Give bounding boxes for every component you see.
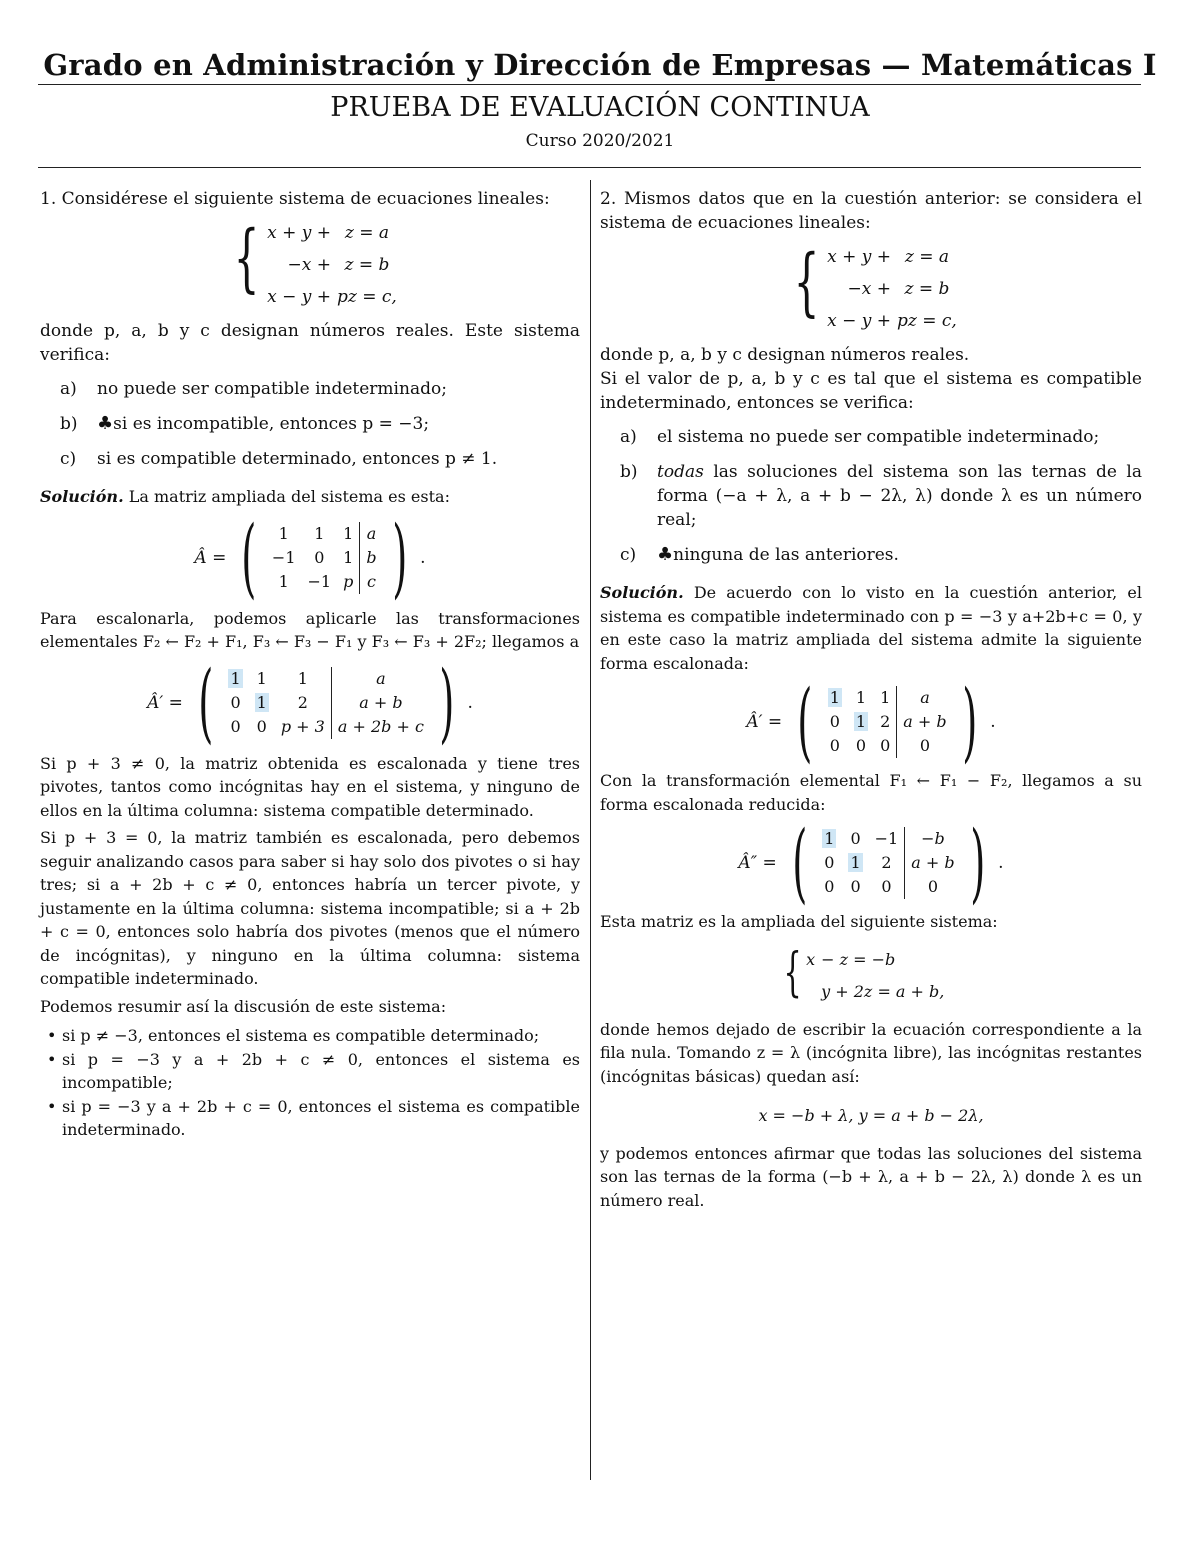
matrix-cell: 1 xyxy=(278,571,289,591)
matrix-cell: 2 xyxy=(297,692,308,712)
option-label: c) xyxy=(60,449,77,469)
matrix-cell: p + 3 xyxy=(280,716,325,736)
q1-transform-text: Para escalonarla, podemos aplicarle las transformaciones elementales F₂ ← F₂ + F₁, F₃ ← F₃ − F₁ y F₃ ← F₃ + 2F₂; llegamos a xyxy=(40,608,580,651)
q1-solution-intro xyxy=(40,485,580,509)
matrix-cell: 1 xyxy=(256,668,267,688)
q1-system-table xyxy=(264,217,400,313)
eq-lhs: x − y + xyxy=(827,311,891,331)
brace: { xyxy=(783,942,802,1003)
q2-reduced-system xyxy=(776,944,1142,1008)
eq-lhs: −x + xyxy=(847,279,891,299)
pivot-highlight: 1 xyxy=(824,829,835,848)
matrix-cell xyxy=(249,691,275,715)
matrix-cell: 1 xyxy=(278,523,289,543)
q1-matrix-a-prime: Â′ = ( 1 1 1 a 0 1 2 a + b 0 0 p + 3 a + 2b + c ) . xyxy=(147,652,473,753)
matrix-cell: −1 xyxy=(874,829,899,848)
matrix-table xyxy=(816,827,960,899)
pivot-highlight: 1 xyxy=(230,668,241,688)
eq-rhs: pz = c, xyxy=(337,287,397,307)
matrix-name: Â″ = xyxy=(738,853,777,873)
matrix-cell: a + b xyxy=(905,851,961,875)
paren-right: ) xyxy=(969,813,985,913)
q1-matrix-a: Â = ( 1 1 1 a −1 0 1 b 1 −1 p c ) . xyxy=(194,507,426,608)
matrix-cell: 0 xyxy=(880,736,891,755)
matrix-cell: −1 xyxy=(307,571,332,591)
q2-system-table xyxy=(824,241,960,337)
list-item xyxy=(40,1024,580,1048)
matrix-cell: a + 2b + c xyxy=(331,715,430,739)
q2-paragraph-1: Esta matriz es la ampliada del siguiente sistema: xyxy=(600,912,998,931)
paren-right: ) xyxy=(439,652,455,753)
matrix-cell: 0 xyxy=(881,877,892,896)
option-label: a) xyxy=(60,379,77,399)
question-1 xyxy=(40,187,580,1142)
option-emphasis: todas xyxy=(657,462,704,482)
pivot-highlight: 1 xyxy=(256,692,267,712)
option-text: si es compatible determinado, entonces p ≠ 1. xyxy=(97,449,498,469)
matrix-name: Â′ = xyxy=(147,692,183,713)
matrix-cell: 2 xyxy=(881,853,892,872)
eq-lhs: x + y + xyxy=(827,247,891,267)
option-label: b) xyxy=(620,462,638,482)
list-item-text: si p = −3 y a + 2b + c = 0, entonces el sistema es compatible indeterminado. xyxy=(62,1096,580,1139)
matrix-cell: p xyxy=(343,571,354,591)
eq-rhs: y + 2z = a + b, xyxy=(821,981,945,1001)
matrix-cell xyxy=(816,827,842,851)
matrix-table xyxy=(822,686,953,758)
course-year: Curso 2020/2021 xyxy=(525,131,675,151)
matrix-cell xyxy=(222,667,248,691)
matrix-cell xyxy=(848,710,874,734)
solution-intro-text: De acuerdo con lo visto en la cuestión anterior, el sistema es compatible indeterminado con p = −3 y a+2b+c = 0, y en este caso la matriz ampliada del sistema admite la siguiente forma escalonada: xyxy=(600,583,1142,673)
matrix-cell: 0 xyxy=(905,875,961,899)
matrix-cell: c xyxy=(360,570,383,594)
matrix-cell: 0 xyxy=(824,877,835,896)
matrix-table xyxy=(266,522,383,594)
matrix-cell: 0 xyxy=(829,736,840,755)
pivot-highlight: 1 xyxy=(829,688,840,707)
option-label: b) xyxy=(60,414,78,434)
q1-system xyxy=(223,217,580,313)
option-text: las soluciones del sistema son las ternas de la forma (−a + λ, a + b − 2λ, λ) donde λ es un número real; xyxy=(657,462,1142,530)
q2-paragraph-2: donde hemos dejado de escribir la ecuación correspondiente a la fila nula. Tomando z = λ (incógnita libre), las incógnitas restantes (incógnitas básicas) quedan así: xyxy=(600,1019,1142,1086)
q2-reduced-system-table xyxy=(803,944,947,1008)
column-divider xyxy=(590,180,591,1480)
matrix-cell: a + b xyxy=(897,710,953,734)
matrix-cell: 0 xyxy=(850,877,861,896)
document-header-title: Grado en Administración y Dirección de Empresas — Matemáticas I xyxy=(43,48,1157,82)
solution-intro-text: La matriz ampliada del sistema es esta: xyxy=(128,487,450,506)
matrix-name: Â = xyxy=(194,547,227,568)
solution-heading: Solución. xyxy=(40,487,124,506)
matrix-cell: a xyxy=(360,522,383,546)
q1-paragraph-1: Si p + 3 ≠ 0, la matriz obtenida es escalonada y tiene tres pivotes, tantos como incógnitas hay en el sistema, y ninguno de ellos en la última columna: sistema compatible determinado. xyxy=(40,753,580,820)
q2-number: 2. xyxy=(600,189,617,209)
q2-option-c xyxy=(620,543,1142,567)
q1-option-a xyxy=(60,377,580,401)
q2-matrix-a-double-prime: Â″ = ( 1 0 −1 −b 0 1 2 a + b 0 0 0 0 ) . xyxy=(738,813,1004,913)
bullet-icon: • xyxy=(47,1096,57,1116)
q2-intro-text: Mismos datos que en la cuestión anterior: se considera el sistema de ecuaciones lineales: xyxy=(600,189,1143,233)
club-icon: ♣ xyxy=(97,413,114,434)
matrix-cell: a xyxy=(897,686,953,710)
matrix-name: Â′ = xyxy=(746,712,783,732)
matrix-cell: −b xyxy=(905,827,961,851)
q2-intro xyxy=(600,187,1142,235)
matrix-cell: 0 xyxy=(824,853,835,872)
option-text: ninguna de las anteriores. xyxy=(673,545,899,565)
q2-transform-text: Con la transformación elemental F₁ ← F₁ − F₂, llegamos a su forma escalonada reducida: xyxy=(600,771,1142,814)
brace: { xyxy=(233,215,260,301)
club-icon: ♣ xyxy=(657,544,674,565)
eq-rhs: pz = c, xyxy=(897,311,957,331)
header-rule-top xyxy=(38,84,1141,85)
matrix-cell: 1 xyxy=(880,688,891,707)
eq-lhs: x + y + xyxy=(267,223,331,243)
q2-after-text-1: donde p, a, b y c designan números reales. xyxy=(600,345,970,365)
q1-paragraph-2: Si p + 3 = 0, la matriz también es escalonada, pero debemos seguir analizando casos para saber si hay solo dos pivotes o si hay tres; si a + 2b + c ≠ 0, entonces habría un tercer pivote, y justamente en la última columna: sistema incompatible; si a + 2b + c = 0, entonces solo habría dos pivotes (menos que el número de incógnitas), y ninguno en la última columna: sistema compatible indeterminado. xyxy=(40,828,580,988)
matrix-cell: 0 xyxy=(829,712,840,731)
q2-solution-intro xyxy=(600,581,1142,675)
bullet-icon: • xyxy=(47,1026,57,1045)
matrix-cell: 0 xyxy=(855,736,867,755)
brace: { xyxy=(793,239,820,325)
q1-intro xyxy=(40,187,580,211)
matrix-cell: 1 xyxy=(297,668,308,688)
q2-options xyxy=(620,425,1142,567)
question-2 xyxy=(600,187,1142,1212)
paren-right: ) xyxy=(391,507,407,608)
paren-right: ) xyxy=(961,672,977,772)
matrix-cell: 0 xyxy=(230,692,241,712)
list-item xyxy=(40,1095,580,1142)
q2-option-a xyxy=(620,425,1142,449)
q1-option-c xyxy=(60,447,580,471)
q1-after-text: donde p, a, b y c designan números reales. Este sistema verifica: xyxy=(40,321,580,365)
matrix-cell: 1 xyxy=(343,547,354,567)
matrix-cell: −1 xyxy=(271,547,296,567)
eq-rhs: − z = −b xyxy=(821,949,896,969)
matrix-cell: 2 xyxy=(880,712,891,731)
paren-left: ( xyxy=(791,813,808,913)
eq-rhs: z = b xyxy=(904,279,950,299)
matrix-cell: 0 xyxy=(897,734,953,758)
list-item-text: si p ≠ −3, entonces el sistema es compatible determinado; xyxy=(62,1026,540,1045)
eq-rhs: z = b xyxy=(344,255,390,275)
matrix-table xyxy=(222,667,429,739)
matrix-cell xyxy=(822,686,848,710)
paren-left: ( xyxy=(241,507,257,608)
q2-solution-equation: x = −b + λ, y = a + b − 2λ, xyxy=(758,1106,984,1125)
q2-system xyxy=(783,241,1142,337)
matrix-cell: 1 xyxy=(855,688,867,707)
eq-lhs: x − y + xyxy=(267,287,331,307)
option-text: si es incompatible, entonces p = −3; xyxy=(113,414,430,434)
matrix-cell: a + b xyxy=(331,691,430,715)
option-text: no puede ser compatible indeterminado; xyxy=(97,379,447,399)
q1-paragraph-3: Podemos resumir así la discusión de este sistema: xyxy=(40,996,447,1016)
solution-heading: Solución. xyxy=(600,583,684,602)
option-label: a) xyxy=(620,427,637,447)
q2-option-b xyxy=(620,460,1142,532)
matrix-cell: a xyxy=(331,667,430,691)
matrix-cell: 0 xyxy=(230,716,241,736)
exam-title: PRUEBA DE EVALUACIÓN CONTINUA xyxy=(330,92,870,123)
matrix-cell: 1 xyxy=(314,523,325,543)
list-item-text: si p = −3 y a + 2b + c ≠ 0, entonces el sistema es incompatible; xyxy=(62,1049,580,1092)
q1-options xyxy=(60,377,580,471)
eq-lhs: −x + xyxy=(287,255,331,275)
matrix-cell: 0 xyxy=(256,716,267,736)
q2-paragraph-3: y podemos entonces afirmar que todas las soluciones del sistema son las ternas de la forma (−b + λ, a + b − 2λ, λ) donde λ es un número real. xyxy=(600,1143,1142,1210)
list-item xyxy=(40,1048,580,1095)
bullet-icon: • xyxy=(47,1049,57,1069)
q2-after-text-2: Si el valor de p, a, b y c es tal que el sistema es compatible indeterminado, entonces se verifica: xyxy=(600,369,1142,413)
paren-left: ( xyxy=(797,672,813,772)
pivot-highlight: 1 xyxy=(850,853,861,872)
q1-intro-text: Considérese el siguiente sistema de ecuaciones lineales: xyxy=(61,189,550,209)
matrix-cell: 1 xyxy=(343,523,354,543)
matrix-cell: 0 xyxy=(314,547,325,567)
paren-left: ( xyxy=(198,652,214,753)
q1-option-b xyxy=(60,412,580,436)
q1-number: 1. xyxy=(40,189,57,209)
matrix-cell xyxy=(842,851,868,875)
eq-lhs xyxy=(803,976,818,1008)
pivot-highlight: 1 xyxy=(855,712,867,731)
option-label: c) xyxy=(620,545,637,565)
q1-summary-list xyxy=(40,1024,580,1142)
eq-rhs: z = a xyxy=(344,223,389,243)
eq-rhs: z = a xyxy=(904,247,949,267)
matrix-cell: 0 xyxy=(850,829,861,848)
q2-matrix-a-prime: Â′ = ( 1 1 1 a 0 1 2 a + b 0 0 0 0 ) . xyxy=(746,672,996,772)
header-rule-bottom xyxy=(38,167,1141,168)
matrix-cell: b xyxy=(360,546,383,570)
option-text: el sistema no puede ser compatible indeterminado; xyxy=(657,427,1100,447)
eq-lhs: x xyxy=(806,949,816,969)
